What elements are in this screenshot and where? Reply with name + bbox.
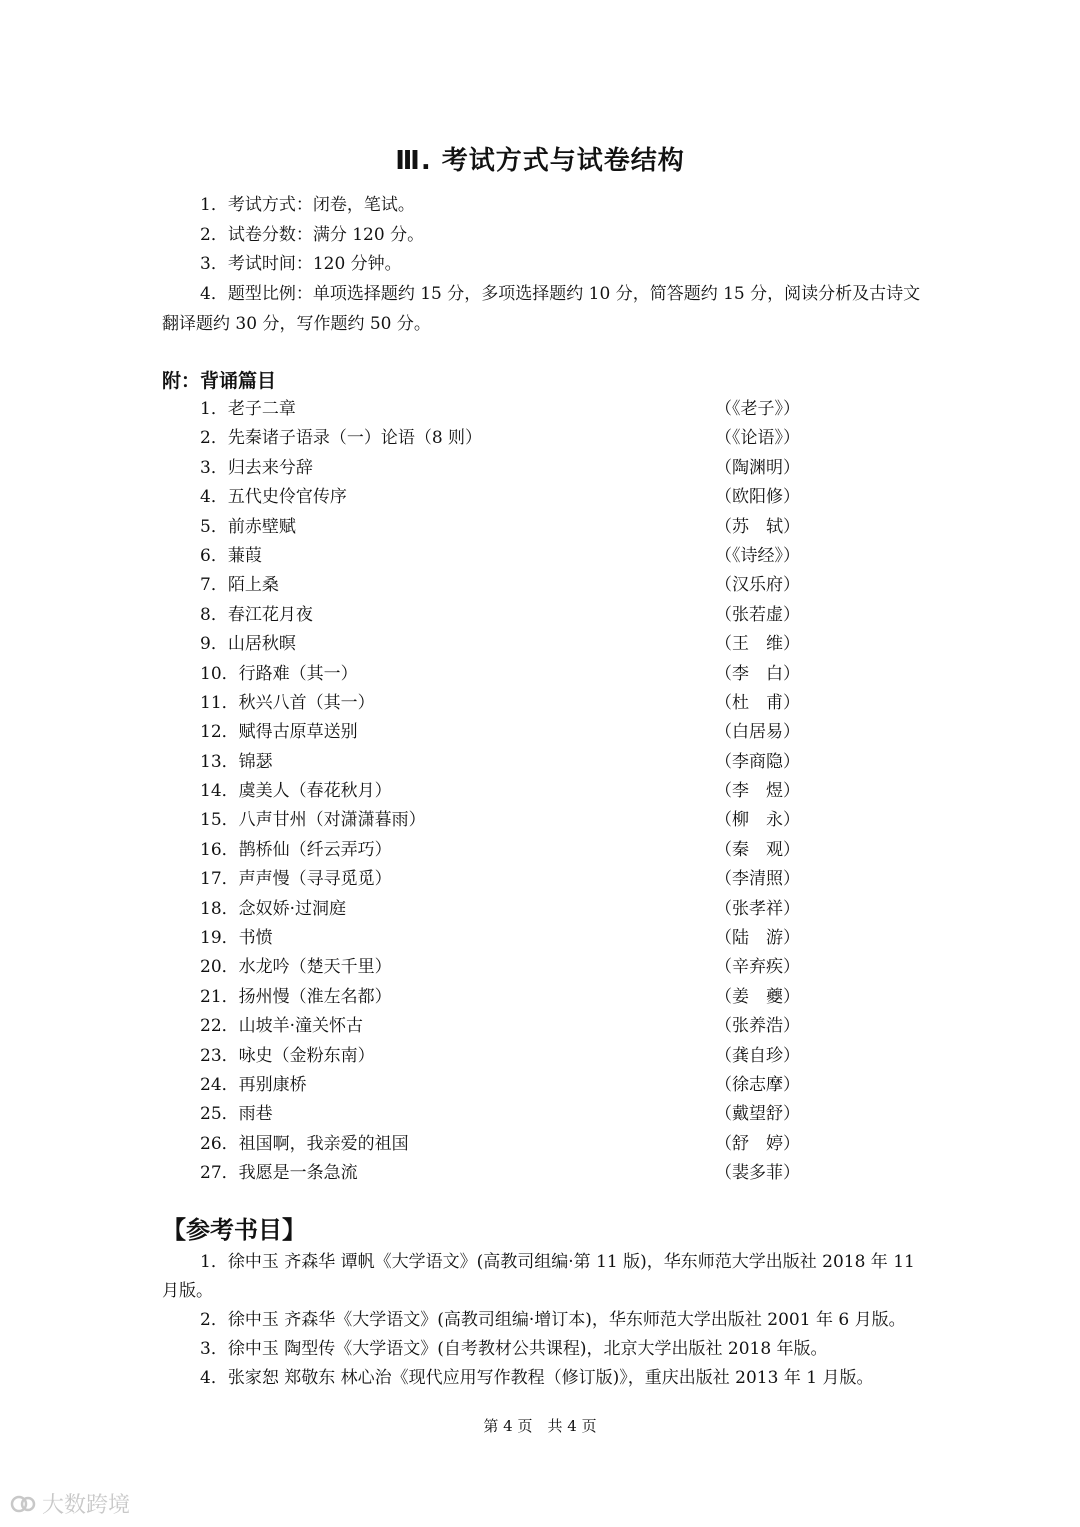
- watermark-text: 大数跨境: [42, 1493, 131, 1518]
- recitation-author: （张养浩）: [715, 1016, 800, 1037]
- recitation-title: 2．先秦诸子语录（一）论语（8 则）: [200, 428, 483, 449]
- recitation-title: 14．虞美人（春花秋月）: [200, 781, 392, 802]
- recitation-item: [200, 689, 800, 718]
- recitation-item: [200, 454, 800, 483]
- recitation-author: （姜 夔）: [715, 986, 800, 1007]
- reference-item-2: 2．徐中玉 齐森华《大学语文》(高教司组编·增订本)，华东师范大学出版社 2001 年 6 月版。: [200, 1310, 906, 1330]
- recitation-item: [200, 424, 800, 453]
- recitation-author: （陆 游）: [715, 928, 800, 949]
- recitation-author: （杜 甫）: [715, 692, 800, 713]
- recitation-item: [200, 601, 800, 630]
- recitation-title: 9．山居秋暝: [200, 634, 296, 655]
- recitation-title: 25．雨巷: [200, 1104, 273, 1125]
- recitation-item: [200, 718, 800, 747]
- recitation-title: 12．赋得古原草送别: [200, 722, 358, 743]
- recitation-author: （李商隐）: [715, 751, 800, 772]
- recitation-title: 3．归去来兮辞: [200, 457, 313, 478]
- recitation-item: [200, 483, 800, 512]
- recitation-title: 13．锦瑟: [200, 751, 273, 772]
- recitation-title: 4．五代史伶官传序: [200, 487, 347, 508]
- recitation-author: （李 白）: [715, 663, 800, 684]
- recitation-heading: 附：背诵篇目: [162, 370, 277, 392]
- recitation-title: 7．陌上桑: [200, 575, 279, 596]
- recitation-author: （李 煜）: [715, 781, 800, 802]
- recitation-item: [200, 542, 800, 571]
- recitation-author: （辛弃疾）: [715, 957, 800, 978]
- recitation-item: [200, 513, 800, 542]
- section-title: Ⅲ. 考试方式与试卷结构: [395, 146, 685, 176]
- recitation-author: （《诗经》）: [715, 545, 800, 566]
- recitation-title: 8．春江花月夜: [200, 604, 313, 625]
- recitation-author: （欧阳修）: [715, 487, 800, 508]
- exam-item-2: 2．试卷分数：满分 120 分。: [200, 225, 425, 245]
- recitation-title: 20．水龙吟（楚天千里）: [200, 957, 392, 978]
- recitation-author: （陶渊明）: [715, 457, 800, 478]
- recitation-title: 23．咏史（金粉东南）: [200, 1045, 375, 1066]
- reference-item-4: 4．张家恕 郑敬东 林心治《现代应用写作教程（修订版)》，重庆出版社 2013 年 1 月版。: [200, 1368, 874, 1388]
- recitation-item: [200, 395, 800, 424]
- recitation-author: （张孝祥）: [715, 898, 800, 919]
- recitation-item: [200, 1100, 800, 1129]
- recitation-title: 17．声声慢（寻寻觅觅）: [200, 869, 392, 890]
- recitation-list: [200, 395, 800, 1189]
- recitation-item: [200, 777, 800, 806]
- recitation-item: [200, 1071, 800, 1100]
- recitation-title: 26．祖国啊，我亲爱的祖国: [200, 1133, 409, 1154]
- recitation-title: 19．书愤: [200, 928, 273, 949]
- references-heading: 【参考书目】: [162, 1216, 306, 1244]
- recitation-title: 10．行路难（其一）: [200, 663, 358, 684]
- reference-item-1: 1．徐中玉 齐森华 谭帆《大学语文》(高教司组编·第 11 版)，华东师范大学出版社 2018 年 11 月版。: [162, 1252, 915, 1301]
- references-list: [162, 1248, 922, 1393]
- recitation-item: [200, 630, 800, 659]
- recitation-author: （裴多菲）: [715, 1163, 800, 1184]
- recitation-author: （徐志摩）: [715, 1074, 800, 1095]
- recitation-title: 16．鹊桥仙（纤云弄巧）: [200, 839, 392, 860]
- recitation-title: 18．念奴娇·过洞庭: [200, 898, 347, 919]
- recitation-author: （王 维）: [715, 634, 800, 655]
- recitation-title: 22．山坡羊·潼关怀古: [200, 1016, 364, 1037]
- recitation-title: 1．老子二章: [200, 399, 296, 419]
- reference-item-3: 3．徐中玉 陶型传《大学语文》(自考教材公共课程)，北京大学出版社 2018 年版。: [200, 1339, 828, 1359]
- recitation-item: [200, 1159, 800, 1188]
- recitation-item: [200, 983, 800, 1012]
- recitation-author: （张若虚）: [715, 604, 800, 625]
- recitation-author: （戴望舒）: [715, 1104, 800, 1125]
- recitation-title: 6．蒹葭: [200, 545, 262, 566]
- recitation-author: （白居易）: [715, 722, 800, 743]
- recitation-author: （秦 观）: [715, 839, 800, 860]
- recitation-item: [200, 748, 800, 777]
- recitation-item: [200, 836, 800, 865]
- recitation-title: 24．再别康桥: [200, 1074, 307, 1095]
- recitation-item: [200, 660, 800, 689]
- recitation-item: [200, 865, 800, 894]
- recitation-item: [200, 806, 800, 835]
- exam-item-1: 1．考试方式：闭卷，笔试。: [200, 195, 415, 215]
- recitation-author: （柳 永）: [715, 810, 800, 831]
- watermark: [10, 1488, 130, 1519]
- recitation-item: [200, 924, 800, 953]
- recitation-author: （《论语》）: [715, 428, 800, 449]
- exam-item-4: 4．题型比例：单项选择题约 15 分，多项选择题约 10 分，简答题约 15 分，阅读分析及古诗文翻译题约 30 分，写作题约 50 分。: [162, 284, 921, 334]
- recitation-title: 11．秋兴八首（其一）: [200, 692, 375, 713]
- recitation-title: 27．我愿是一条急流: [200, 1163, 358, 1184]
- recitation-item: [200, 1042, 800, 1071]
- recitation-author: （《老子》）: [715, 399, 800, 419]
- recitation-author: （舒 婷）: [715, 1133, 800, 1154]
- recitation-title: 5．前赤壁赋: [200, 516, 296, 537]
- recitation-title: 15．八声甘州（对潇潇暮雨）: [200, 810, 426, 831]
- watermark-logo-icon: [10, 1491, 36, 1517]
- recitation-item: [200, 1130, 800, 1159]
- recitation-author: （汉乐府）: [715, 575, 800, 596]
- recitation-author: （李清照）: [715, 869, 800, 890]
- recitation-item: [200, 953, 800, 982]
- exam-item-3: 3．考试时间：120 分钟。: [200, 254, 402, 274]
- recitation-item: [200, 1012, 800, 1041]
- recitation-author: （龚自珍）: [715, 1045, 800, 1066]
- recitation-author: （苏 轼）: [715, 516, 800, 537]
- recitation-item: [200, 571, 800, 600]
- recitation-item: [200, 895, 800, 924]
- page-footer: 第 4 页 共 4 页: [483, 1417, 597, 1435]
- recitation-title: 21．扬州慢（淮左名都）: [200, 986, 392, 1007]
